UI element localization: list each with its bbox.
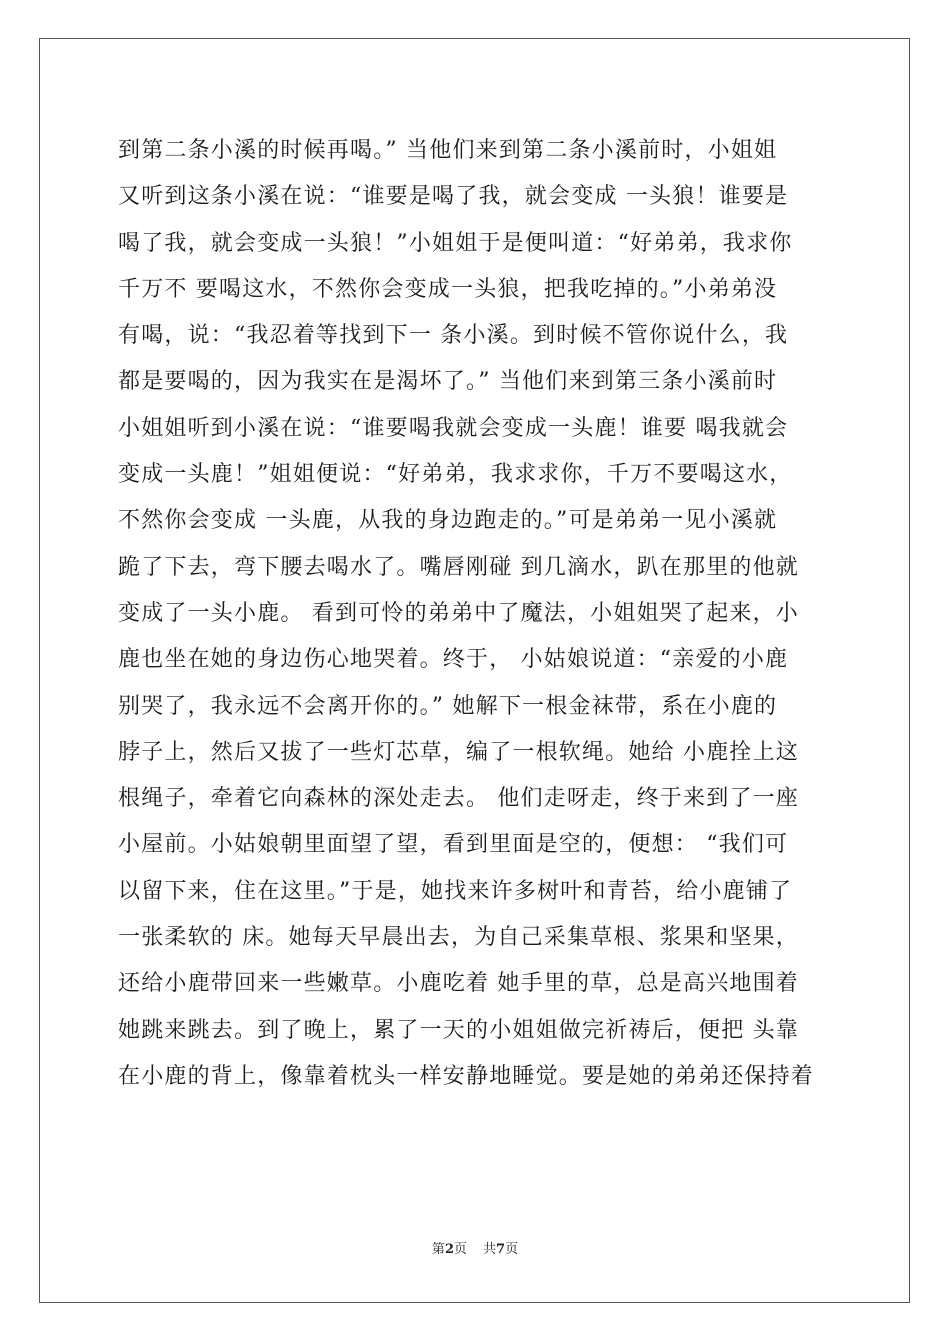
text-line: 不然你会变成 一头鹿，从我的身边跑走的。”可是弟弟一见小溪就 — [118, 508, 778, 534]
text-line: 别哭了，我永远不会离开你的。” 她解下一根金袜带，系在小鹿的 — [118, 693, 778, 719]
text-line: 在小鹿的背上，像靠着枕头一样安静地睡觉。要是她的弟弟还保持着 — [118, 1063, 815, 1089]
text-line: 还给小鹿带回来一些嫩草。小鹿吃着 她手里的草，总是高兴地围着 — [118, 971, 799, 997]
text-line: 到第二条小溪的时候再喝。” 当他们来到第二条小溪前时，小姐姐 — [118, 138, 778, 163]
text-line: 都是要喝的，因为我实在是渴坏了。” 当他们来到第三条小溪前时 — [118, 369, 778, 395]
text-line: 以留下来，住在这里。”于是，她找来许多树叶和青苔，给小鹿铺了 — [118, 878, 793, 904]
story-body — [118, 128, 838, 1100]
text-line: 又听到这条小溪在说：“谁要是喝了我，就会变成 一头狼！谁要是 — [118, 184, 789, 210]
text-line: 有喝，说：“我忍着等找到下一 条小溪。到时候不管你说什么，我 — [118, 323, 789, 349]
page-suffix: 页 — [453, 1242, 467, 1257]
total-suffix: 页 — [505, 1242, 519, 1257]
page-total — [483, 1242, 518, 1257]
total-prefix: 共 — [483, 1242, 497, 1257]
text-line: 鹿也坐在她的身边伤心地哭着。终于， 小姑娘说道：“亲爱的小鹿 — [118, 647, 789, 673]
current-page-number: 2 — [444, 1242, 454, 1257]
text-line: 跪了下去，弯下腰去喝水了。嘴唇刚碰 到几滴水，趴在那里的他就 — [118, 554, 799, 580]
text-line: 千万不 要喝这水，不然你会变成一头狼，把我吃掉的。”小弟弟没 — [118, 276, 778, 302]
page-footer — [0, 1241, 950, 1259]
total-page-number: 7 — [496, 1242, 506, 1257]
text-line: 小姐姐听到小溪在说：“谁要喝我就会变成一头鹿！谁要 喝我就会 — [118, 415, 789, 441]
text-line: 变成一头鹿！”姐姐便说：“好弟弟，我求求你，千万不要喝这水， — [118, 462, 793, 488]
text-line: 她跳来跳去。到了晚上，累了一天的小姐姐做完祈祷后，便把 头靠 — [118, 1017, 799, 1043]
text-line: 一张柔软的 床。她每天早晨出去，为自己采集草根、浆果和坚果， — [118, 925, 799, 951]
text-line: 根绳子，牵着它向森林的深处走去。 他们走呀走，终于来到了一座 — [118, 786, 799, 812]
text-line: 脖子上，然后又拔了一些灯芯草，编了一根软绳。她给 小鹿拴上这 — [118, 739, 799, 765]
page-prefix: 第 — [431, 1242, 445, 1257]
text-line: 喝了我，就会变成一头狼！”小姐姐于是便叫道：“好弟弟，我求你 — [118, 230, 793, 256]
text-line: 小屋前。小姑娘朝里面望了望，看到里面是空的，便想： “我们可 — [118, 832, 789, 858]
page-number — [432, 1242, 467, 1257]
text-line: 变成了一头小鹿。 看到可怜的弟弟中了魔法，小姐姐哭了起来，小 — [118, 600, 799, 626]
